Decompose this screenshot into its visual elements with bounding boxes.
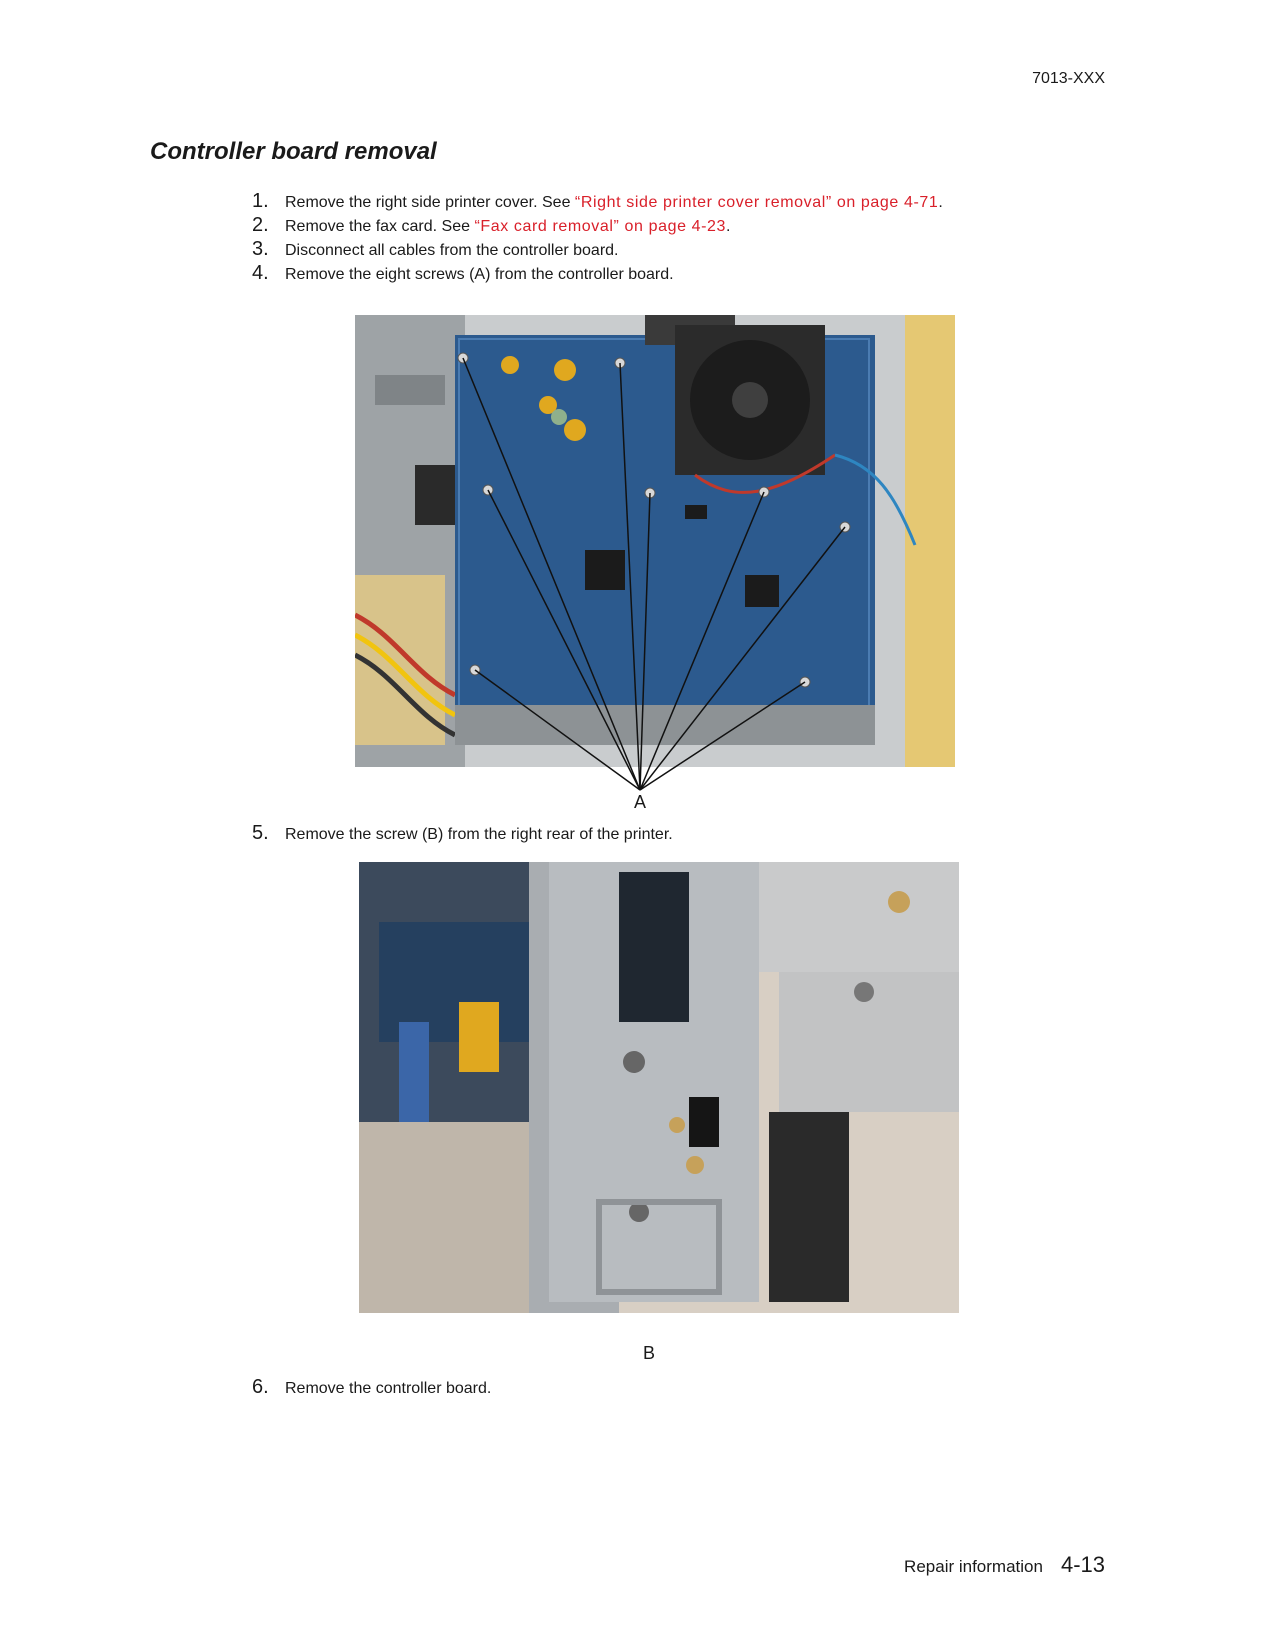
step-text: Remove the eight screws (A) from the controller board. (285, 266, 674, 283)
right-rear-screw-photo (359, 862, 959, 1313)
step-text: Remove the screw (B) from the right rear of the printer. (285, 826, 673, 843)
step-number: 3. (252, 238, 269, 260)
document-model-number: 7013-XXX (1032, 70, 1105, 87)
step-6 (252, 1376, 491, 1399)
footer-section-name: Repair information (904, 1557, 1043, 1576)
step-number: 2. (252, 214, 269, 236)
step-text: Remove the right side printer cover. See “Right side printer cover removal” on page 4-71. (285, 194, 943, 211)
callout-label-b: B (643, 1343, 656, 1363)
step-text: Remove the fax card. See “Fax card removal” on page 4-23. (285, 218, 731, 235)
page-footer (904, 1552, 1105, 1578)
step-number: 4. (252, 262, 269, 284)
callout-label-a: A (634, 792, 647, 812)
section-title: Controller board removal (150, 138, 437, 165)
step-text: Disconnect all cables from the controller board. (285, 242, 619, 259)
step-5 (252, 822, 673, 845)
step-number: 6. (252, 1376, 269, 1398)
page-number: 4-13 (1060, 1552, 1105, 1577)
step-number: 1. (252, 190, 269, 212)
step-number: 5. (252, 822, 269, 844)
cross-reference-link[interactable]: “Fax card removal” on page 4-23 (474, 218, 727, 235)
cross-reference-link[interactable]: “Right side printer cover removal” on page 4-71 (574, 194, 939, 211)
step-text: Remove the controller board. (285, 1380, 492, 1397)
